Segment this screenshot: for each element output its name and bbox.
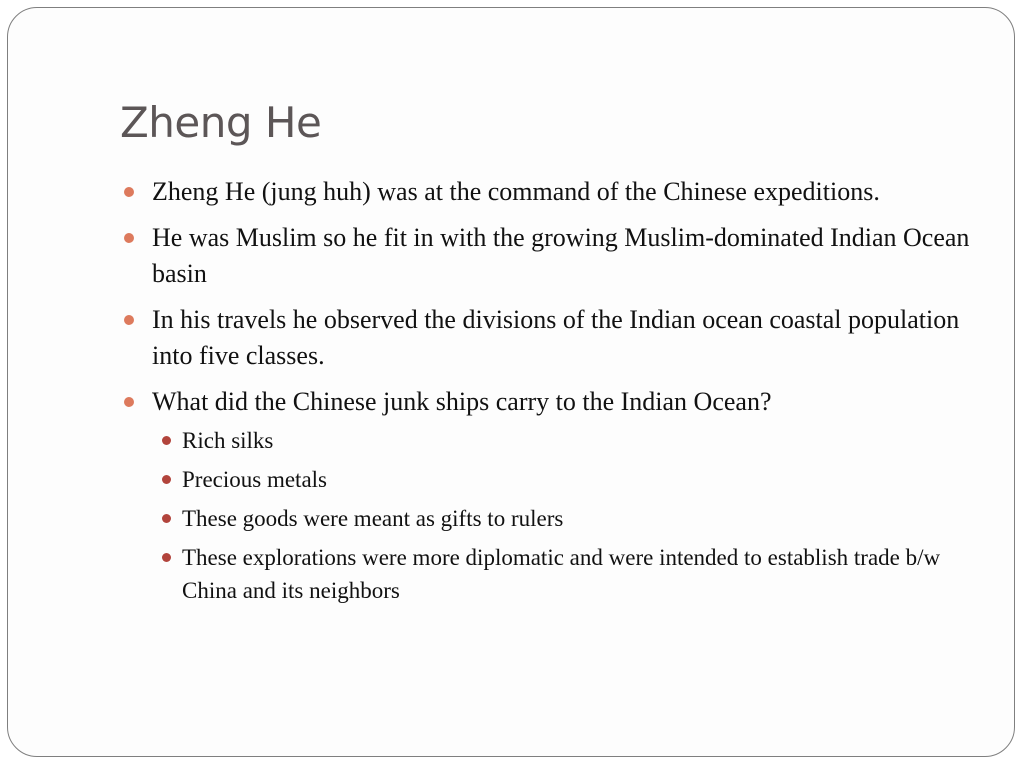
slide-title: Zheng He [120, 98, 322, 147]
bullet-dot-icon [124, 315, 134, 325]
bullet-item [124, 302, 974, 374]
bullet-item [124, 220, 974, 292]
bullet-item [124, 174, 974, 210]
sub-bullet-dot-icon [162, 514, 171, 523]
sub-bullet-text: These explorations were more diplomatic and were intended to establish trade b/w China and its neighbors [182, 545, 941, 603]
sub-bullet-dot-icon [162, 553, 171, 562]
sub-bullet-dot-icon [162, 475, 171, 484]
sub-bullet-list [124, 424, 974, 607]
bullet-text: Zheng He (jung huh) was at the command of the Chinese expeditions. [152, 177, 880, 206]
sub-bullet-item [154, 502, 974, 535]
bullet-list [124, 174, 974, 420]
sub-bullet-text: These goods were meant as gifts to rulers [182, 506, 564, 531]
bullet-text: What did the Chinese junk ships carry to the Indian Ocean? [152, 387, 772, 416]
sub-bullet-item [154, 463, 974, 496]
sub-bullet-item [154, 541, 974, 607]
bullet-dot-icon [124, 187, 134, 197]
bullet-item [124, 384, 974, 420]
bullet-text: He was Muslim so he fit in with the growing Muslim-dominated Indian Ocean basin [152, 223, 970, 288]
bullet-text: In his travels he observed the divisions of the Indian ocean coastal population into five classes. [152, 305, 960, 370]
slide-frame [7, 7, 1015, 757]
sub-bullet-item [154, 424, 974, 457]
sub-bullet-text: Precious metals [182, 467, 327, 492]
sub-bullet-text: Rich silks [182, 428, 274, 453]
slide-content [124, 174, 974, 613]
sub-bullet-dot-icon [162, 436, 171, 445]
bullet-dot-icon [124, 233, 134, 243]
bullet-dot-icon [124, 397, 134, 407]
